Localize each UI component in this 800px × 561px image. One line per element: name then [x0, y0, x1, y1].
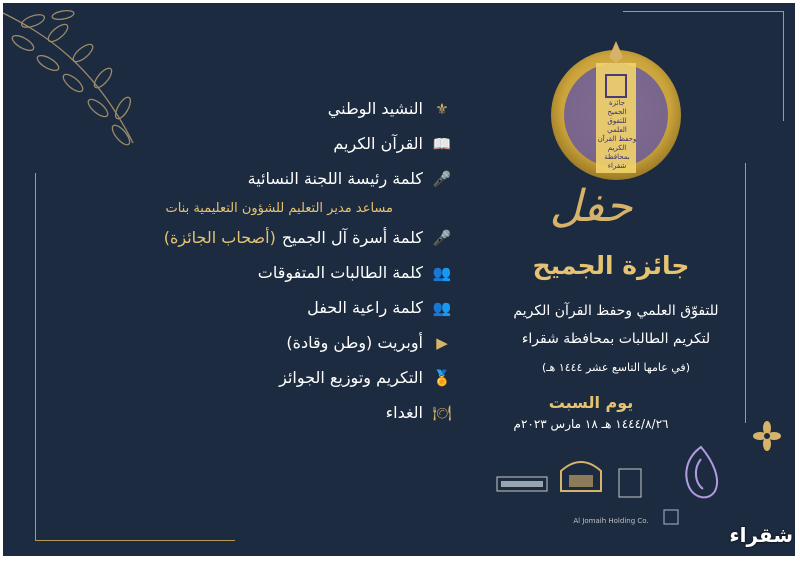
logo-line: جائزة: [609, 99, 625, 107]
event-date: ١٤٤٤/٨/٢٦ هـ ١٨ مارس ٢٠٢٣م: [513, 417, 669, 431]
logo-line: العلمي: [607, 126, 627, 134]
program-item: [83, 325, 453, 360]
logo-line: للتفوق: [607, 117, 627, 125]
sponsor-logo-2: [551, 451, 611, 499]
program-item-label: النشيد الوطني: [327, 99, 423, 118]
program-item-sub-label: مساعد مدير التعليم للشؤون التعليمية بنات: [165, 200, 393, 216]
sponsor-company-name: Al Jomaih Holding Co.: [573, 517, 649, 525]
award-purpose: لتكريم الطالبات بمحافظة شقراء: [521, 331, 711, 347]
program-item: [83, 255, 453, 290]
group-icon: 👥: [432, 263, 452, 282]
invitation-card: [3, 3, 795, 556]
program-item-subtitle: [83, 196, 453, 220]
meal-icon: 🍽: [432, 403, 452, 422]
sponsor-logo-1: [493, 469, 551, 499]
group-icon: 👥: [432, 298, 452, 317]
program-item-label: كلمة راعية الحفل: [307, 298, 423, 317]
program-item: [83, 91, 453, 126]
medal-icon: 🏅: [432, 368, 452, 387]
program-item-label: القرآن الكريم: [333, 134, 423, 153]
site-watermark: [727, 519, 793, 556]
logo-line: الجميح: [607, 108, 627, 116]
year-note: (في عامها التاسع عشر ١٤٤٤ هـ): [542, 361, 690, 374]
award-name: جائزة الجميح: [532, 251, 690, 280]
frame-line-left: [35, 173, 36, 541]
program-item: [83, 161, 453, 196]
event-day: يوم السبت: [548, 393, 634, 412]
sponsor-logo-5: [663, 509, 679, 525]
program-item: [83, 290, 453, 325]
speaker-icon: 🎤: [432, 228, 452, 247]
logo-line: بمحافظة شقراء: [604, 153, 630, 170]
video-icon: ▶: [436, 333, 448, 352]
program-item-label: أوبريت (وطن وقادة): [286, 333, 423, 352]
program-item-label: الغداء: [385, 403, 423, 422]
sponsor-logo-3: [615, 465, 645, 501]
program-item-label: كلمة رئيسة اللجنة النسائية: [247, 169, 423, 188]
quran-icon: 📖: [432, 134, 452, 153]
program-item: [83, 220, 453, 255]
event-title: حفل: [549, 181, 633, 232]
program-item: [83, 360, 453, 395]
watermark-text: شقراء: [729, 523, 793, 547]
speaker-icon: 🎤: [432, 169, 452, 188]
sponsor-logo-4: [679, 443, 723, 505]
program-item: [83, 395, 453, 430]
program-item-label: التكريم وتوزيع الجوائز: [279, 368, 423, 387]
program-item: [83, 126, 453, 161]
program-item-label: كلمة أسرة آل الجميح: [281, 228, 423, 247]
program-item-extra: (أصحاب الجائزة): [163, 228, 276, 247]
program-list: [83, 91, 453, 430]
flower-icon: [753, 421, 781, 451]
logo-line: وحفظ القرآن الكريم: [597, 135, 637, 152]
award-subtitle: للتفوّق العلمي وحفظ القرآن الكريم: [513, 303, 719, 319]
frame-line-bottom: [35, 540, 235, 541]
program-item-label: كلمة الطالبات المتفوقات: [257, 263, 423, 282]
emblem-icon: ⚜: [435, 99, 449, 118]
